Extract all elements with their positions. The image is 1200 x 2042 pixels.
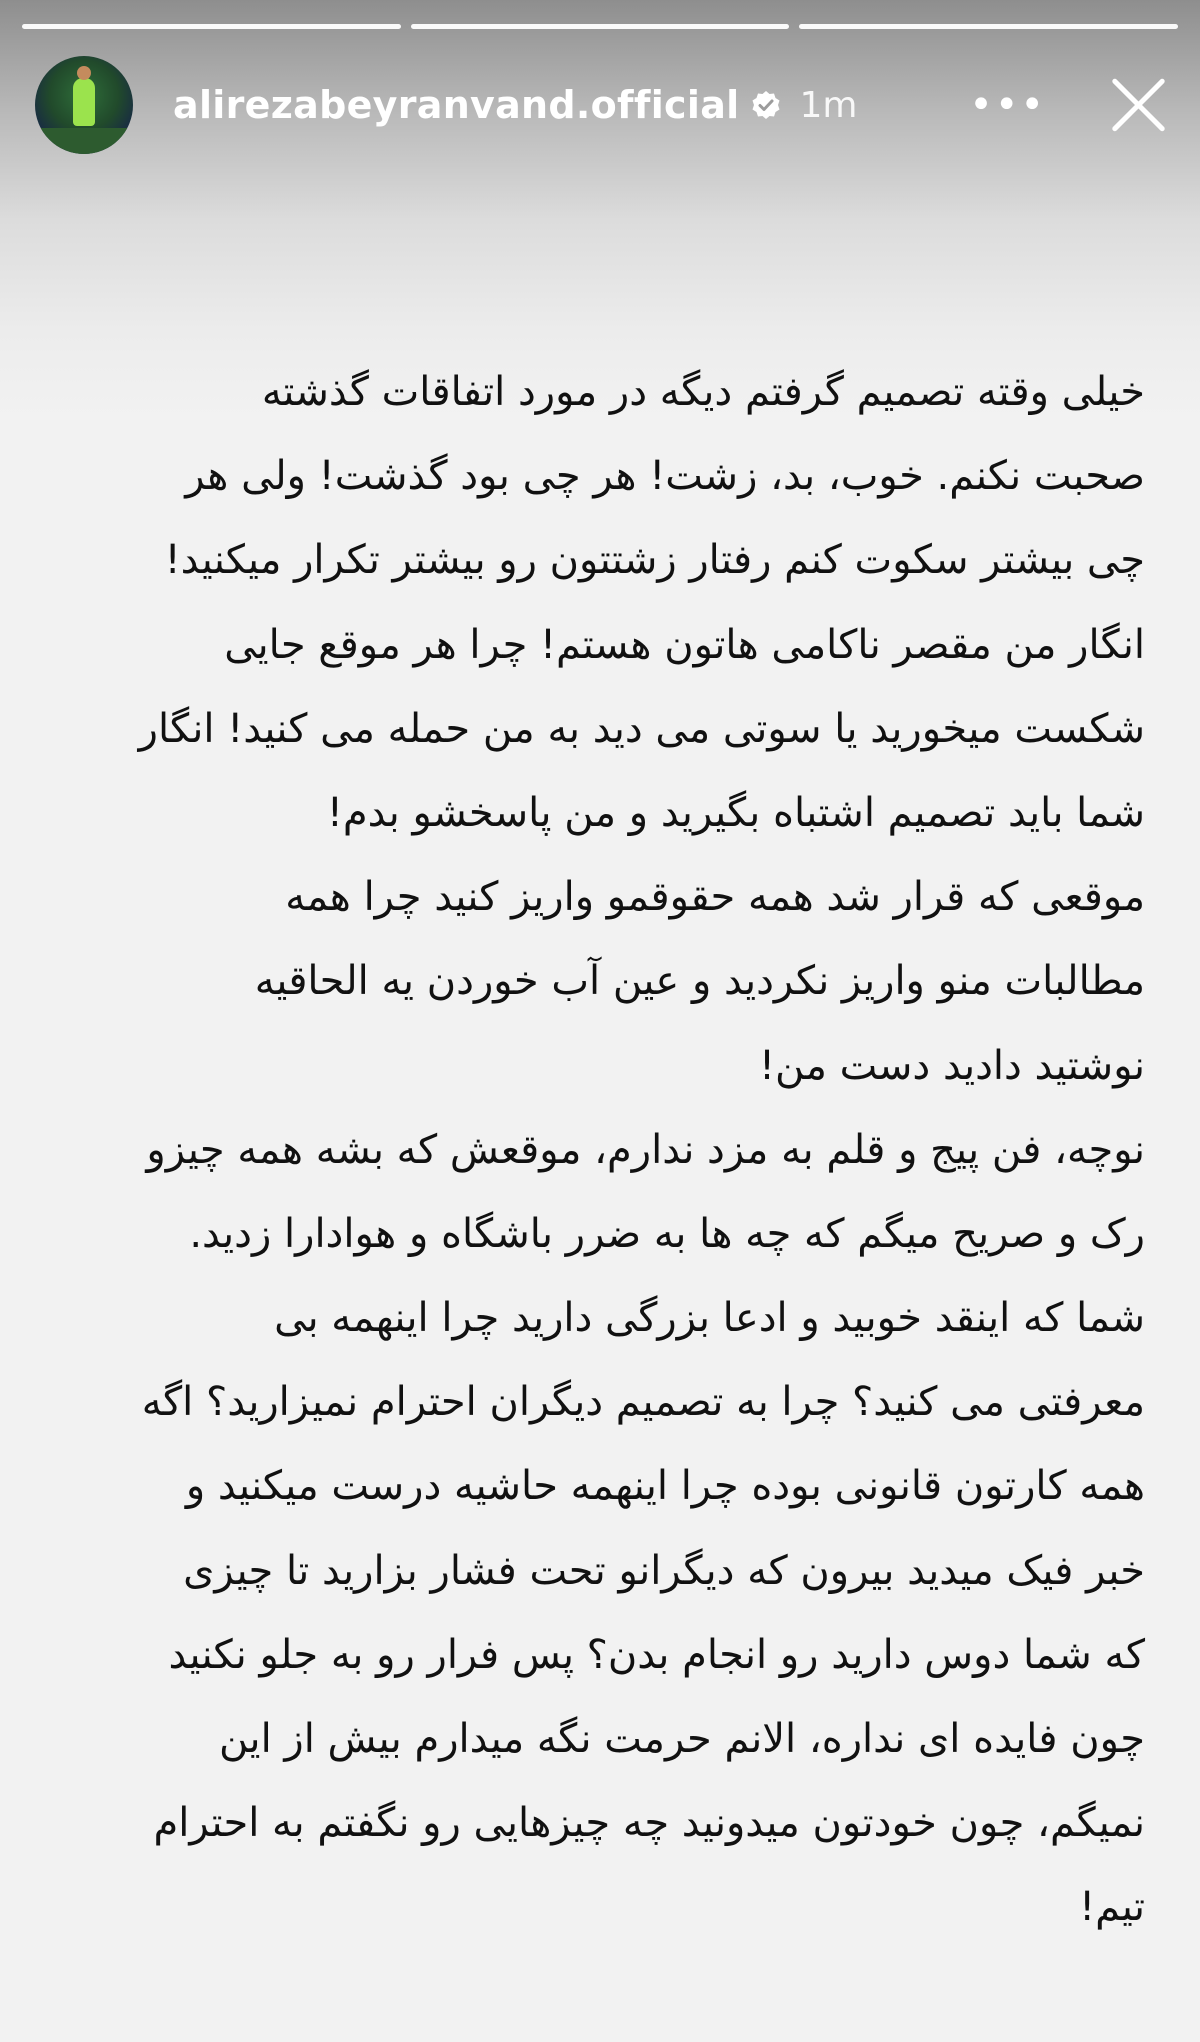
text-line: شکست میخورید یا سوتی می دید به من حمله می کنید! انگار bbox=[138, 705, 1145, 752]
close-icon[interactable] bbox=[1106, 73, 1170, 137]
text-line: خیلی وقته تصمیم گرفتم دیگه در مورد اتفاقات گذشته bbox=[261, 369, 1145, 415]
text-line: که شما دوس دارید رو انجام بدن؟ پس فرار رو به جلو نکنید bbox=[168, 1631, 1145, 1678]
text-line: نوچه، فن پیج و قلم به مزد ندارم، موقعش که بشه همه چیزو bbox=[146, 1126, 1145, 1173]
text-line: چون فایده ای نداره، الانم حرمت نگه میدارم بیش از این bbox=[218, 1716, 1145, 1762]
text-line: خبر فیک میدید بیرون که دیگرانو تحت فشار بزارید تا چیزی bbox=[183, 1547, 1145, 1594]
progress-segment bbox=[799, 24, 1178, 29]
text-line: شما باید تصمیم اشتباه بگیرید و من پاسخشو بدم! bbox=[326, 789, 1145, 836]
text-line: رک و صریح میگم که چه ها به ضرر باشگاه و هوادارا زدید. bbox=[189, 1210, 1145, 1257]
story-header bbox=[35, 55, 1170, 155]
text-line: موقعی که قرار شد همه حقوقمو واریز کنید چرا همه bbox=[285, 874, 1145, 921]
story-text bbox=[70, 350, 1145, 1950]
text-line: نمیگم، چون خودتون میدونید چه چیزهایی رو نگفتم به احترام bbox=[153, 1800, 1145, 1847]
avatar-head bbox=[77, 66, 91, 80]
post-time: 1m bbox=[799, 84, 858, 126]
text-line: معرفتی می کنید؟ چرا به تصمیم دیگران احترام نمیزارید؟ اگه bbox=[141, 1379, 1145, 1426]
text-line: انگار من مقصر ناکامی هاتون هستم! چرا هر موقع جایی bbox=[224, 621, 1145, 668]
text-line: مطالبات منو واریز نکردید و عین آب خوردن یه الحاقیه bbox=[254, 958, 1145, 1005]
story-progress-bar bbox=[22, 24, 1178, 30]
text-line: شما که اینقد خوبید و ادعا بزرگی دارید چرا اینهمه بی bbox=[274, 1295, 1145, 1342]
progress-segment bbox=[22, 24, 401, 29]
text-line: چی بیشتر سکوت کنم رفتار زشتتون رو بیشتر تکرار میکنید! bbox=[164, 537, 1145, 584]
username[interactable]: alirezabeyranvand.official bbox=[173, 83, 740, 127]
avatar-player bbox=[73, 78, 95, 126]
text-line: نوشتید دادید دست من! bbox=[759, 1042, 1145, 1089]
text-line: همه کارتون قانونی بوده چرا اینهمه حاشیه درست میکنید و bbox=[185, 1463, 1145, 1510]
progress-segment bbox=[411, 24, 790, 29]
text-line: تیم! bbox=[1079, 1884, 1145, 1931]
avatar-pitch bbox=[35, 128, 133, 154]
verified-badge-icon bbox=[751, 90, 781, 120]
text-line: صحبت نکنم. خوب، بد، زشت! هر چی بود گذشت! ولی هر bbox=[185, 453, 1145, 500]
avatar[interactable] bbox=[35, 56, 133, 154]
more-options-icon[interactable]: ••• bbox=[969, 82, 1046, 128]
